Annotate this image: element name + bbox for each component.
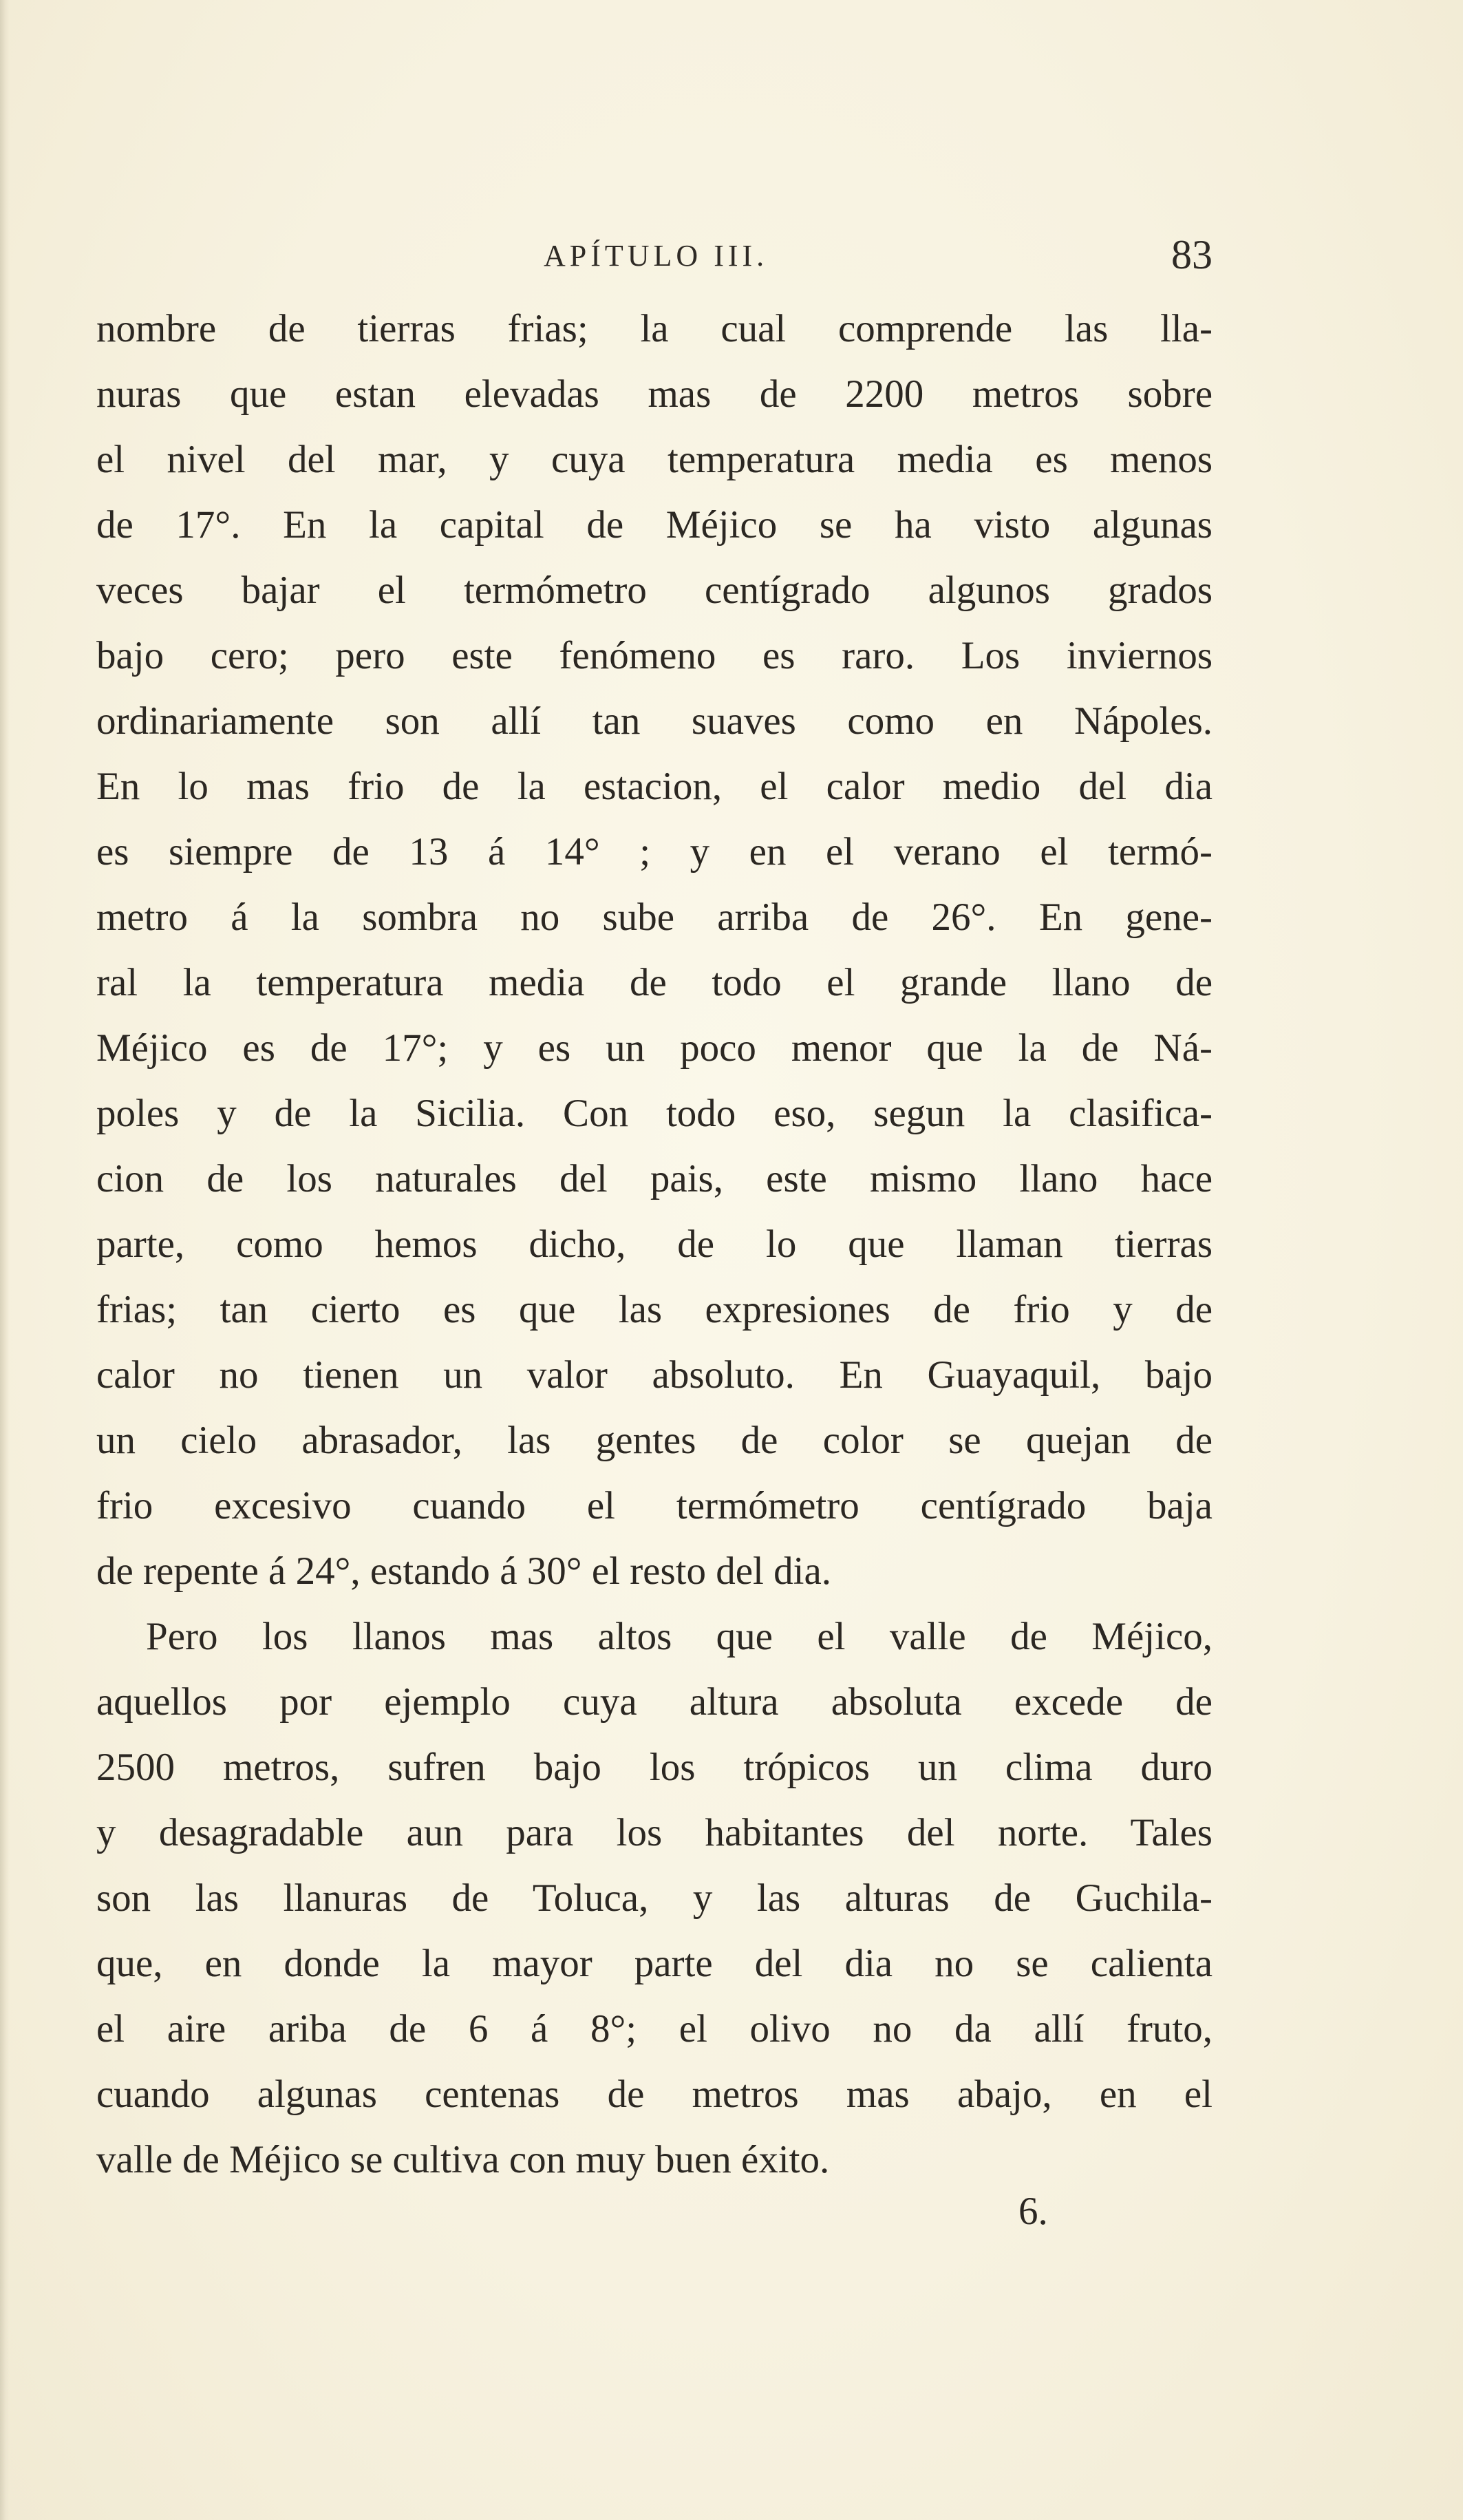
text-line: veces bajar el termómetro centígrado algunos grados bbox=[96, 569, 1213, 612]
text-line: de repente á 24°, estando á 30° el resto del dia. bbox=[96, 1549, 832, 1593]
body-text bbox=[96, 296, 1213, 2192]
signature-mark: 6. bbox=[1018, 2190, 1048, 2233]
running-head: APÍTULO III. bbox=[544, 239, 769, 273]
text-line: y desagradable aun para los habitantes del norte. Tales bbox=[96, 1811, 1213, 1854]
text-line: metro á la sombra no sube arriba de 26°. En gene- bbox=[96, 896, 1213, 939]
text-line: que, en donde la mayor parte del dia no se calienta bbox=[96, 1942, 1213, 1985]
text-line: frio excesivo cuando el termómetro centígrado baja bbox=[96, 1484, 1213, 1527]
text-line: Méjico es de 17°; y es un poco menor que la de Ná- bbox=[96, 1026, 1213, 1070]
text-line: nuras que estan elevadas mas de 2200 metros sobre bbox=[96, 372, 1213, 416]
text-line: el nivel del mar, y cuya temperatura media es menos bbox=[96, 438, 1213, 481]
page-header bbox=[96, 231, 1213, 286]
text-line: el aire ariba de 6 á 8°; el olivo no da allí fruto, bbox=[96, 2007, 1213, 2051]
text-line: valle de Méjico se cultiva con muy buen éxito. bbox=[96, 2138, 830, 2181]
text-line: un cielo abrasador, las gentes de color se quejan de bbox=[96, 1419, 1213, 1462]
text-line: frias; tan cierto es que las expresiones de frio y de bbox=[96, 1288, 1213, 1331]
text-line: En lo mas frio de la estacion, el calor medio del dia bbox=[96, 765, 1213, 808]
text-line: nombre de tierras frias; la cual comprende las lla- bbox=[96, 307, 1213, 350]
text-line: ordinariamente son allí tan suaves como en Nápoles. bbox=[96, 699, 1213, 743]
text-line: es siempre de 13 á 14° ; y en el verano el termó- bbox=[96, 830, 1213, 873]
text-line: parte, como hemos dicho, de lo que llaman tierras bbox=[96, 1222, 1213, 1266]
page-number: 83 bbox=[1171, 232, 1213, 277]
text-line: calor no tienen un valor absoluto. En Guayaquil, bajo bbox=[96, 1353, 1213, 1397]
text-line: aquellos por ejemplo cuya altura absoluta excede de bbox=[96, 1680, 1213, 1724]
text-line: de 17°. En la capital de Méjico se ha visto algunas bbox=[96, 503, 1213, 547]
text-line: ral la temperatura media de todo el grande llano de bbox=[96, 961, 1213, 1004]
text-line: cion de los naturales del pais, este mismo llano hace bbox=[96, 1157, 1213, 1200]
page-binding-edge bbox=[0, 0, 10, 2520]
text-line: cuando algunas centenas de metros mas abajo, en el bbox=[96, 2073, 1213, 2116]
text-line: poles y de la Sicilia. Con todo eso, segun la clasifica- bbox=[96, 1092, 1213, 1135]
text-line: 2500 metros, sufren bajo los trópicos un clima duro bbox=[96, 1746, 1213, 1789]
text-line: bajo cero; pero este fenómeno es raro. Los inviernos bbox=[96, 634, 1213, 677]
text-line: son las llanuras de Toluca, y las alturas de Guchila- bbox=[96, 1876, 1213, 1920]
text-line: Pero los llanos mas altos que el valle de Méjico, bbox=[146, 1615, 1213, 1658]
